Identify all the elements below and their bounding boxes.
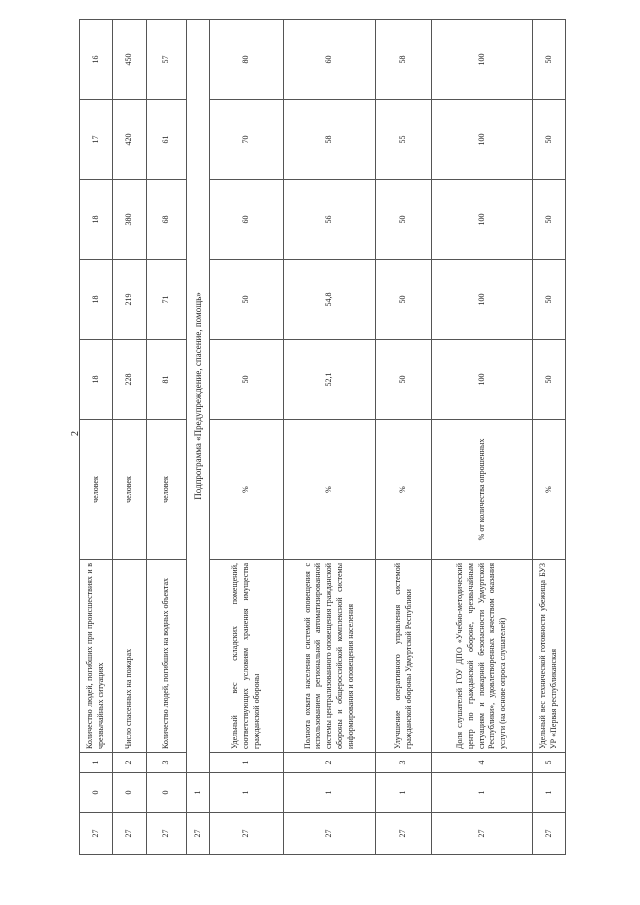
value-2: 50 [533, 260, 566, 340]
value-5: 16 [80, 20, 113, 100]
code-gp: 27 [187, 813, 210, 855]
code-gp: 27 [284, 813, 376, 855]
code-gp: 27 [147, 813, 187, 855]
value-5: 100 [432, 20, 533, 100]
code-gp: 27 [210, 813, 284, 855]
indicator-name: Полнота охвата населения системой оповещения с использованием региональной автоматизированной системы централизованного оповещения гражданской обороны и общероссийской комплексной системы информирования и оповещения населения [284, 560, 376, 753]
value-2: 50 [376, 260, 432, 340]
unit: человек [80, 420, 113, 560]
value-4: 50 [533, 100, 566, 180]
unit: % [284, 420, 376, 560]
table-row [210, 20, 284, 855]
value-5: 50 [533, 20, 566, 100]
value-2: 100 [432, 260, 533, 340]
value-5: 57 [147, 20, 187, 100]
value-3: 68 [147, 180, 187, 260]
table-row [113, 20, 147, 855]
value-1: 100 [432, 340, 533, 420]
indicator-name: Доля слушателей ГОУ ДПО «Учебно-методический центр по гражданской обороне, чрезвычайным ситуациям и пожарной безопасности Удмуртской Республики», удовлетворенных качеством оказания услуги (на основе опроса слушателей) [432, 560, 533, 753]
table-row [284, 20, 376, 855]
value-2: 71 [147, 260, 187, 340]
value-4: 58 [284, 100, 376, 180]
code-n: 1 [80, 753, 113, 773]
value-4: 70 [210, 100, 284, 180]
value-1: 81 [147, 340, 187, 420]
value-1: 50 [376, 340, 432, 420]
table-row [80, 20, 113, 855]
value-4: 61 [147, 100, 187, 180]
value-5: 58 [376, 20, 432, 100]
subprogram-title: Подпрограмма «Предупреждение, спасение, помощь» [187, 20, 210, 773]
code-n: 3 [376, 753, 432, 773]
code-n: 2 [284, 753, 376, 773]
unit: человек [113, 420, 147, 560]
unit: % [376, 420, 432, 560]
code-n: 3 [147, 753, 187, 773]
table-row [533, 20, 566, 855]
value-2: 54,8 [284, 260, 376, 340]
unit: человек [147, 420, 187, 560]
code-pp: 0 [113, 773, 147, 813]
table-row [376, 20, 432, 855]
indicator-name: Число спасенных на пожарах [113, 560, 147, 753]
code-pp: 0 [80, 773, 113, 813]
value-4: 55 [376, 100, 432, 180]
code-n: 5 [533, 753, 566, 773]
value-3: 50 [376, 180, 432, 260]
code-gp: 27 [113, 813, 147, 855]
indicator-name: Улучшение оперативного управления системой гражданской обороны Удмуртской Республики [376, 560, 432, 753]
unit: % [533, 420, 566, 560]
code-gp: 27 [80, 813, 113, 855]
value-5: 80 [210, 20, 284, 100]
code-n: 2 [113, 753, 147, 773]
code-gp: 27 [376, 813, 432, 855]
value-1: 18 [80, 340, 113, 420]
code-pp: 1 [533, 773, 566, 813]
value-5: 450 [113, 20, 147, 100]
code-gp: 27 [533, 813, 566, 855]
code-pp: 1 [432, 773, 533, 813]
page-number: 2 [70, 431, 81, 436]
value-3: 50 [533, 180, 566, 260]
value-3: 56 [284, 180, 376, 260]
code-pp: 1 [284, 773, 376, 813]
value-1: 50 [210, 340, 284, 420]
unit: % [210, 420, 284, 560]
indicator-name: Удельный вес складских помещений, соответствующих условиям хранения имущества гражданской обороны [210, 560, 284, 753]
value-3: 60 [210, 180, 284, 260]
value-2: 50 [210, 260, 284, 340]
indicators-table [79, 19, 566, 855]
value-3: 380 [113, 180, 147, 260]
value-2: 219 [113, 260, 147, 340]
rotated-table-wrapper [79, 20, 565, 855]
code-pp: 1 [376, 773, 432, 813]
value-1: 228 [113, 340, 147, 420]
code-pp: 1 [210, 773, 284, 813]
value-4: 100 [432, 100, 533, 180]
code-pp: 1 [187, 773, 210, 813]
subprogram-row [187, 20, 210, 855]
code-pp: 0 [147, 773, 187, 813]
value-4: 420 [113, 100, 147, 180]
value-3: 18 [80, 180, 113, 260]
value-4: 17 [80, 100, 113, 180]
value-5: 60 [284, 20, 376, 100]
indicator-name: Количество людей, погибших при происшествиях и в чрезвычайных ситуациях [80, 560, 113, 753]
value-1: 50 [533, 340, 566, 420]
table-row [432, 20, 533, 855]
code-n: 4 [432, 753, 533, 773]
table-row [147, 20, 187, 855]
indicator-name: Количество людей, погибших на водных объектах [147, 560, 187, 753]
code-n: 1 [210, 753, 284, 773]
code-gp: 27 [432, 813, 533, 855]
value-3: 100 [432, 180, 533, 260]
value-1: 52,1 [284, 340, 376, 420]
indicator-name: Удельный вес технической готовности убежища БУЗ УР «Первая республиканская [533, 560, 566, 753]
unit: % от количества опрошенных [432, 420, 533, 560]
value-2: 18 [80, 260, 113, 340]
